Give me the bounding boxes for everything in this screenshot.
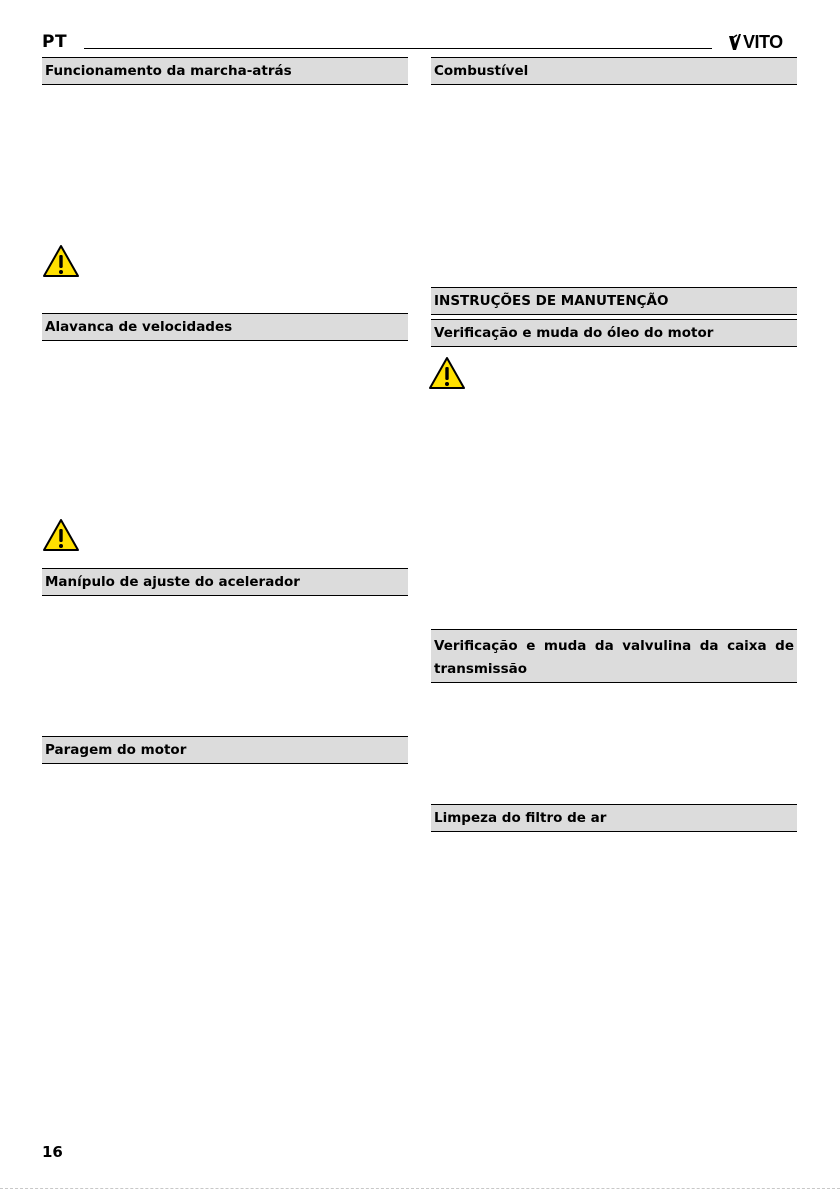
brand-logo [728,32,798,52]
footer-rule [0,1188,840,1189]
heading-engine-stop: Paragem do motor [42,736,408,764]
warning-triangle-icon [42,518,80,552]
brand-name: VITO [743,32,783,52]
language-code: PT [42,32,68,52]
heading-reverse-operation: Funcionamento da marcha-atrás [42,57,408,85]
vito-logo-mark-icon [728,33,742,51]
heading-throttle-knob: Manípulo de ajuste do acelerador [42,568,408,596]
warning-triangle-icon [42,244,80,278]
heading-gear-lever: Alavanca de velocidades [42,313,408,341]
heading-maintenance-instructions: INSTRUÇÕES DE MANUTENÇÃO [431,287,797,315]
heading-gearbox-oil: Verificação e muda da valvulina da caixa de transmissão [431,629,797,683]
page-number: 16 [42,1143,63,1161]
header-rule [84,48,712,49]
heading-fuel: Combustível [431,57,797,85]
heading-engine-oil: Verificação e muda do óleo do motor [431,319,797,347]
heading-air-filter: Limpeza do filtro de ar [431,804,797,832]
warning-triangle-icon [428,356,466,390]
